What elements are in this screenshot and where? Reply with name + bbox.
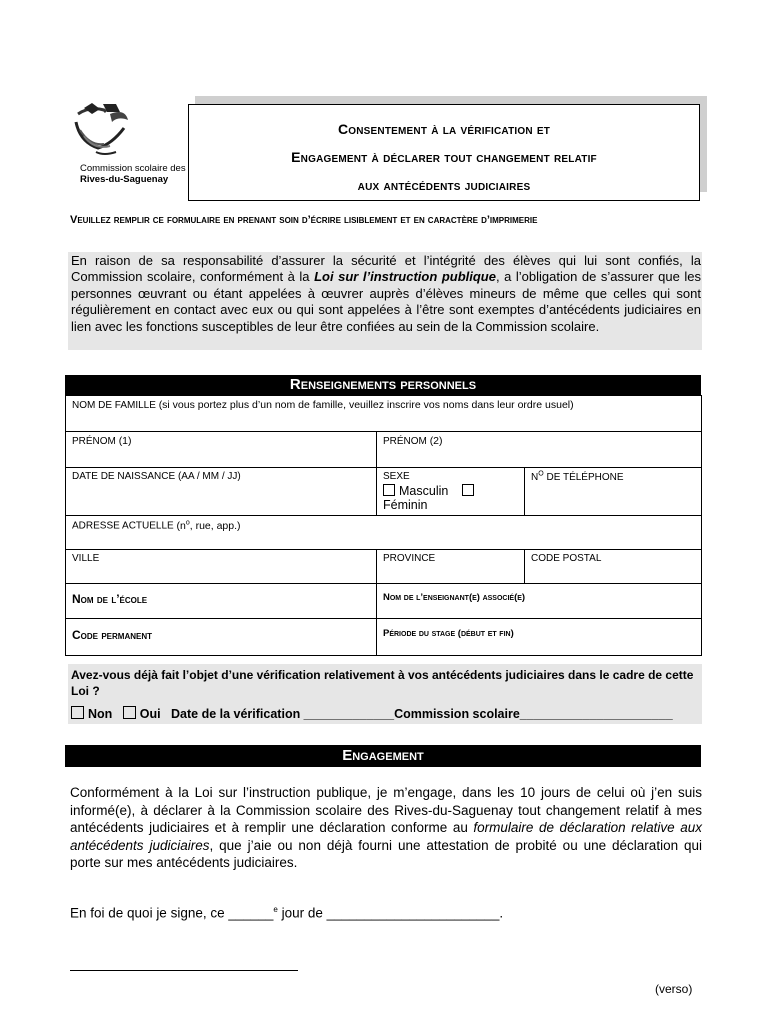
sex-male-option[interactable] bbox=[383, 484, 448, 498]
personal-info-table bbox=[65, 395, 702, 656]
title-line-3: aux antécédents judiciaires bbox=[357, 177, 531, 193]
phone-label bbox=[531, 472, 624, 483]
signature-text-after: jour de _______________________. bbox=[277, 905, 504, 921]
signature-text-before: En foi de quoi je signe, ce ______ bbox=[70, 905, 274, 921]
sex-label: SEXE bbox=[383, 471, 410, 482]
permanent-code-field[interactable] bbox=[66, 619, 377, 656]
male-checkbox[interactable] bbox=[383, 484, 395, 496]
address-field[interactable] bbox=[66, 516, 702, 550]
internship-period-field[interactable] bbox=[377, 619, 702, 656]
engagement-paragraph bbox=[70, 784, 702, 872]
engagement-heading: Engagement bbox=[65, 745, 701, 767]
phone-label-prefix: N bbox=[531, 472, 539, 484]
verification-question: Avez-vous déjà fait l’objet d’une vérification relativement à vos antécédents judiciaires dans le cadre de cette Loi ? bbox=[71, 668, 694, 698]
answer-no-option[interactable] bbox=[71, 707, 112, 721]
answer-no-label: Non bbox=[88, 707, 113, 721]
city-label: VILLE bbox=[72, 553, 100, 564]
engagement-form-reference: formulaire de déclaration relative aux antécédents judiciaires bbox=[70, 820, 702, 853]
postal-code-label: CODE POSTAL bbox=[531, 553, 602, 564]
no-checkbox[interactable] bbox=[71, 706, 84, 719]
school-name-field[interactable] bbox=[66, 584, 377, 619]
family-name-label: NOM DE FAMILLE bbox=[72, 400, 156, 411]
intro-law-name: Loi sur l’instruction publique bbox=[314, 269, 496, 285]
answer-yes-label: Oui bbox=[139, 707, 161, 721]
province-field[interactable] bbox=[377, 550, 525, 584]
female-checkbox[interactable] bbox=[462, 484, 474, 496]
intro-paragraph bbox=[71, 253, 701, 335]
associate-teacher-field[interactable] bbox=[377, 584, 702, 619]
signature-line[interactable] bbox=[70, 970, 298, 971]
province-label: PROVINCE bbox=[383, 553, 436, 564]
associate-teacher-label: Nom de l’enseignant(e) associé(e) bbox=[383, 592, 526, 603]
first-name-2-label: PRÉNOM bbox=[383, 436, 427, 447]
engagement-text-before: Conformément à la Loi sur l’instruction publique, je m’engage, dans les 10 jours de celui où j’en suis informé(e), à déclarer à la Commission scolaire des Rives-du-Saguenay tout changement relatif à mes antécédents judiciaires et à remplir une déclaration conforme au bbox=[70, 785, 702, 836]
signature-statement[interactable] bbox=[70, 905, 503, 921]
logo-org-line2: Rives-du-Saguenay bbox=[80, 174, 169, 185]
postal-code-field[interactable] bbox=[525, 550, 702, 584]
yes-checkbox[interactable] bbox=[123, 706, 136, 719]
verification-board-field[interactable]: Commission scolaire______________________ bbox=[394, 707, 673, 721]
first-name-1-field[interactable] bbox=[66, 432, 377, 468]
address-note bbox=[177, 520, 241, 532]
first-name-1-number: (1) bbox=[118, 435, 132, 447]
form-title bbox=[188, 104, 700, 201]
sex-male-label: Masculin bbox=[399, 484, 449, 498]
intro-text-after: , a l’obligation de s’assurer que les personnes œuvrant ou étant appelées à œuvrer auprès d’élèves mineurs de même que celles qui sont régulièrement en contact avec eux ou qui sont appelées à l’être sont exemptes d’antécédents judiciaires en lien avec les fonctions susceptibles de leur être confiées au sein de la Commission scolaire. bbox=[71, 269, 702, 334]
intro-text-before: En raison de sa responsabilité d’assurer la sécurité et l’intégrité des élèves qui lui sont confiés, la Commission scolaire, conformément à la bbox=[71, 253, 701, 285]
title-line-2: Engagement à déclarer tout changement relatif bbox=[291, 149, 597, 165]
sex-field bbox=[377, 468, 525, 516]
family-name-field[interactable] bbox=[66, 396, 702, 432]
phone-label-suffix: DE TÉLÉPHONE bbox=[543, 472, 624, 484]
sex-female-label: Féminin bbox=[383, 498, 428, 512]
first-name-1-label: PRÉNOM bbox=[72, 436, 116, 447]
birth-date-field[interactable] bbox=[66, 468, 377, 516]
school-name-label: Nom de l’école bbox=[72, 592, 148, 606]
address-note-prefix: (n bbox=[176, 519, 186, 532]
logo-caption bbox=[80, 163, 200, 185]
birth-date-label: DATE DE NAISSANCE (AA / MM / JJ) bbox=[72, 471, 241, 482]
phone-label-sup: O bbox=[538, 471, 544, 478]
address-note-sup: o bbox=[185, 519, 190, 526]
phone-field[interactable] bbox=[525, 468, 702, 516]
permanent-code-label: Code permanent bbox=[72, 628, 153, 642]
personal-info-heading: Renseignements personnels bbox=[65, 375, 701, 395]
sex-options bbox=[383, 484, 518, 512]
signature-sup: e bbox=[273, 905, 278, 914]
title-line-1: Consentement à la vérification et bbox=[337, 121, 551, 137]
first-name-2-number: (2) bbox=[429, 435, 443, 447]
address-note-suffix: , rue, app.) bbox=[189, 519, 241, 532]
verification-date-field[interactable]: Date de la vérification _____________ bbox=[171, 707, 395, 721]
address-label: ADRESSE ACTUELLE bbox=[72, 520, 174, 532]
answer-yes-option[interactable] bbox=[123, 707, 161, 721]
fill-instructions: Veuillez remplir ce formulaire en prenant soin d’écrire lisiblement et en caractère d’imprimerie bbox=[70, 214, 538, 226]
logo-org-line1: Commission scolaire des bbox=[80, 163, 186, 174]
family-name-note: (si vous portez plus d’un nom de famille, veuillez inscrire vos noms dans leur ordre usuel) bbox=[158, 399, 574, 411]
engagement-text-after: , que j’aie ou non déjà fourni une attestation de probité ou une déclaration qui porte sur mes antécédents judiciaires. bbox=[70, 837, 703, 871]
internship-period-label: Période du stage (début et fin) bbox=[383, 628, 514, 639]
city-field[interactable] bbox=[66, 550, 377, 584]
verification-answers bbox=[71, 706, 701, 721]
verso-note: (verso) bbox=[655, 982, 693, 996]
first-name-2-field[interactable] bbox=[377, 432, 702, 468]
